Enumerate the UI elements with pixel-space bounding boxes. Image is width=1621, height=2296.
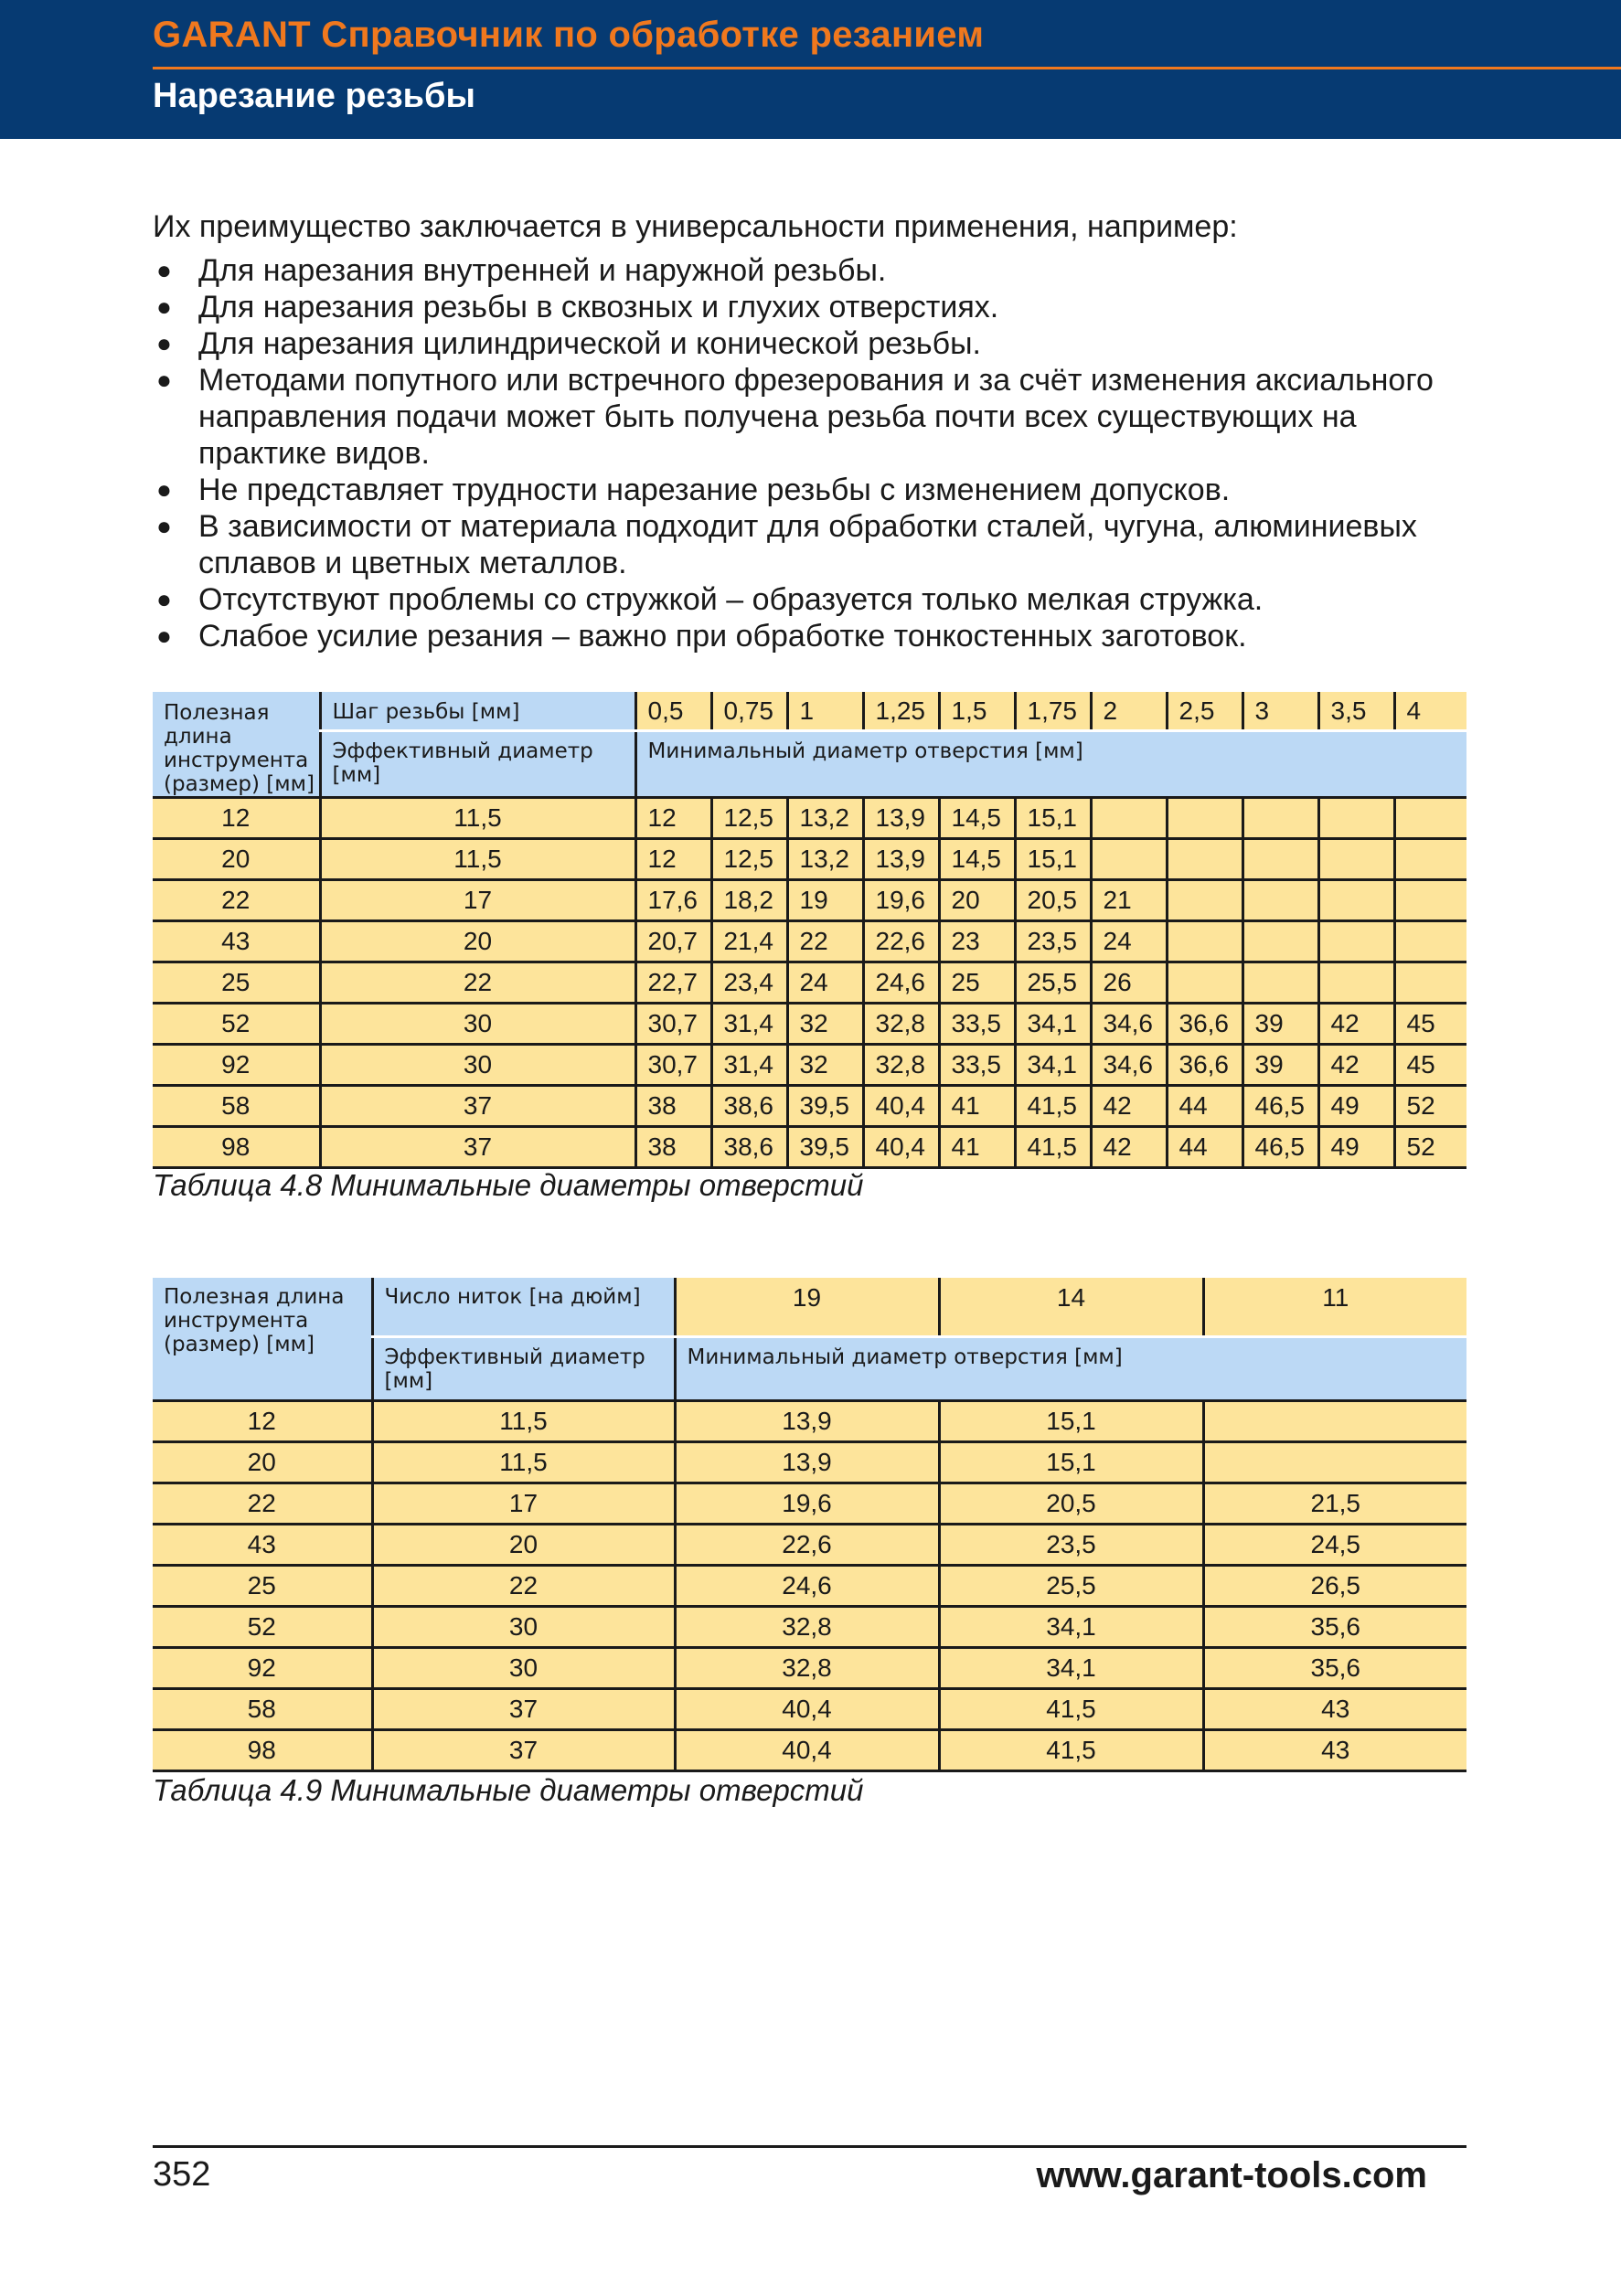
pitch-value: 3 (1242, 692, 1318, 731)
table-cell: 22 (320, 962, 635, 1004)
table-cell: 23 (939, 921, 1015, 962)
table-cell: 23,5 (939, 1524, 1203, 1565)
table-row (153, 1004, 1466, 1045)
pitch-value: 0,75 (711, 692, 787, 731)
table-cell: 13,9 (675, 1400, 939, 1441)
table-4-8 (153, 692, 1466, 1169)
intro-lead: Их преимущество заключается в универсальности применения, например: (153, 209, 1238, 244)
table-cell: 20,5 (1015, 880, 1091, 921)
t1-eff-header: Эффективный диаметр [мм] (320, 731, 635, 798)
table-cell: 20 (939, 880, 1015, 921)
advantage-item (153, 472, 1488, 508)
pitch-value: 1,25 (863, 692, 939, 731)
table-cell: 52 (1394, 1086, 1466, 1127)
table-cell (1318, 839, 1394, 880)
table-cell: 41,5 (1015, 1127, 1091, 1168)
table-cell (1167, 839, 1242, 880)
table-cell: 18,2 (711, 880, 787, 921)
table-cell: 37 (372, 1688, 675, 1729)
table-cell: 37 (320, 1086, 635, 1127)
table-cell: 25 (939, 962, 1015, 1004)
table-cell: 23,4 (711, 962, 787, 1004)
advantage-item (153, 508, 1488, 581)
table-cell: 39,5 (787, 1086, 863, 1127)
pitch-value: 3,5 (1318, 692, 1394, 731)
table-cell (1167, 798, 1242, 839)
t2-col-size-header: Полезная длина инструмента (размер) [мм] (153, 1278, 372, 1400)
pitch-value: 1,75 (1015, 692, 1091, 731)
table-cell: 19,6 (863, 880, 939, 921)
table-cell: 38 (635, 1127, 711, 1168)
table-row (153, 839, 1466, 880)
table-cell: 22 (153, 880, 320, 921)
table-cell: 34,1 (939, 1606, 1203, 1647)
table-cell: 49 (1318, 1086, 1394, 1127)
table-cell: 41,5 (1015, 1086, 1091, 1127)
table-cell: 11,5 (372, 1400, 675, 1441)
t2-threads-header: Число ниток [на дюйм] (372, 1278, 675, 1336)
table-cell: 31,4 (711, 1004, 787, 1045)
table-cell: 36,6 (1167, 1045, 1242, 1086)
table-cell: 30 (320, 1045, 635, 1086)
table-cell: 11,5 (320, 798, 635, 839)
table-cell: 41 (939, 1086, 1015, 1127)
pitch-value: 0,5 (635, 692, 711, 731)
table-cell: 13,9 (863, 839, 939, 880)
table-cell: 35,6 (1203, 1606, 1466, 1647)
advantage-item (153, 325, 1488, 362)
table-cell: 17 (320, 880, 635, 921)
table-cell: 33,5 (939, 1045, 1015, 1086)
table-cell: 13,2 (787, 798, 863, 839)
table-cell: 24 (787, 962, 863, 1004)
table-cell: 22,6 (675, 1524, 939, 1565)
table-cell: 30 (320, 1004, 635, 1045)
table-cell: 19,6 (675, 1483, 939, 1524)
table-row (153, 1729, 1466, 1770)
table-cell: 41,5 (939, 1688, 1203, 1729)
table-cell: 25,5 (939, 1565, 1203, 1606)
table-cell (1242, 921, 1318, 962)
advantage-text: Для нарезания внутренней и наружной резьбы. (198, 253, 887, 288)
table-cell: 43 (1203, 1729, 1466, 1770)
table-cell: 58 (153, 1688, 372, 1729)
table-cell: 24,6 (863, 962, 939, 1004)
table-cell: 58 (153, 1086, 320, 1127)
table-cell (1091, 798, 1167, 839)
table-row (153, 921, 1466, 962)
bullet-icon: ● (156, 329, 172, 357)
table-cell (1394, 962, 1466, 1004)
table-cell: 37 (320, 1127, 635, 1168)
table-cell: 22 (153, 1483, 372, 1524)
table-row (153, 962, 1466, 1004)
table-cell: 25 (153, 962, 320, 1004)
table-cell: 26,5 (1203, 1565, 1466, 1606)
table-cell: 42 (1318, 1004, 1394, 1045)
table-row (153, 1606, 1466, 1647)
table-cell: 42 (1318, 1045, 1394, 1086)
table-cell: 17 (372, 1483, 675, 1524)
table-cell: 30 (372, 1606, 675, 1647)
table-cell: 40,4 (675, 1688, 939, 1729)
table-cell (1318, 880, 1394, 921)
table-cell: 21 (1091, 880, 1167, 921)
table-cell (1242, 839, 1318, 880)
table-cell: 35,6 (1203, 1647, 1466, 1688)
table-cell: 20 (153, 839, 320, 880)
table-cell: 45 (1394, 1004, 1466, 1045)
table-cell: 15,1 (939, 1441, 1203, 1483)
table-cell: 11,5 (320, 839, 635, 880)
table-cell: 98 (153, 1729, 372, 1770)
table-cell: 15,1 (1015, 839, 1091, 880)
table-cell: 24 (1091, 921, 1167, 962)
advantage-text: Для нарезания резьбы в сквозных и глухих отверстиях. (198, 290, 999, 324)
footer-rule (153, 2145, 1466, 2148)
table-cell: 25 (153, 1565, 372, 1606)
table-cell (1242, 798, 1318, 839)
table-cell: 43 (153, 1524, 372, 1565)
table-row (153, 1400, 1466, 1441)
table-cell: 34,6 (1091, 1045, 1167, 1086)
table-cell: 20,7 (635, 921, 711, 962)
table-row (153, 1127, 1466, 1168)
advantage-text: Для нарезания цилиндрической и конической резьбы. (198, 326, 981, 361)
table-cell: 14,5 (939, 839, 1015, 880)
t2-min-header: Минимальный диаметр отверстия [мм] (675, 1336, 1466, 1400)
table-cell: 11,5 (372, 1441, 675, 1483)
table-cell: 38,6 (711, 1086, 787, 1127)
table-cell: 20 (372, 1524, 675, 1565)
table-row (153, 1086, 1466, 1127)
table-cell: 92 (153, 1647, 372, 1688)
table-cell: 20,5 (939, 1483, 1203, 1524)
section-title: Нарезание резьбы (153, 77, 475, 115)
threads-value: 11 (1203, 1278, 1466, 1336)
table-row (153, 1045, 1466, 1086)
table-cell: 39 (1242, 1004, 1318, 1045)
advantage-text: В зависимости от материала подходит для обработки сталей, чугуна, алюминиевых сплавов и цветных металлов. (198, 509, 1417, 580)
table-cell (1394, 880, 1466, 921)
t1-caption: Таблица 4.8 Минимальные диаметры отверстий (153, 1168, 864, 1202)
table-cell: 15,1 (939, 1400, 1203, 1441)
table-cell: 32 (787, 1045, 863, 1086)
table-cell: 43 (153, 921, 320, 962)
advantage-item (153, 289, 1488, 325)
table-cell: 24,5 (1203, 1524, 1466, 1565)
table-cell (1167, 921, 1242, 962)
table-cell: 13,2 (787, 839, 863, 880)
pitch-value: 2,5 (1167, 692, 1242, 731)
table-cell: 40,4 (863, 1086, 939, 1127)
table-cell: 12 (153, 1400, 372, 1441)
table-cell: 98 (153, 1127, 320, 1168)
table-cell (1203, 1400, 1466, 1441)
bullet-icon: ● (156, 256, 172, 284)
t1-pitch-header: Шаг резьбы [мм] (320, 692, 635, 731)
table-cell: 12,5 (711, 798, 787, 839)
table-cell: 22 (787, 921, 863, 962)
table-cell: 30 (372, 1647, 675, 1688)
table-cell: 31,4 (711, 1045, 787, 1086)
table-cell (1318, 921, 1394, 962)
table-cell: 30,7 (635, 1004, 711, 1045)
table-cell: 32,8 (675, 1606, 939, 1647)
table-cell: 25,5 (1015, 962, 1091, 1004)
advantage-text: Слабое усилие резания – важно при обработке тонкостенных заготовок. (198, 619, 1247, 654)
table-cell: 44 (1167, 1127, 1242, 1168)
table-cell: 23,5 (1015, 921, 1091, 962)
table-cell: 21,5 (1203, 1483, 1466, 1524)
table-cell: 24,6 (675, 1565, 939, 1606)
table-cell: 49 (1318, 1127, 1394, 1168)
table-cell (1318, 798, 1394, 839)
table-cell: 37 (372, 1729, 675, 1770)
table-cell: 13,9 (863, 798, 939, 839)
advantage-item (153, 362, 1488, 472)
table-cell: 43 (1203, 1688, 1466, 1729)
brand-title: GARANT Справочник по обработке резанием (153, 15, 985, 55)
table-cell: 39 (1242, 1045, 1318, 1086)
table-cell: 30,7 (635, 1045, 711, 1086)
table-4-9 (153, 1278, 1466, 1772)
table-cell: 22 (372, 1565, 675, 1606)
table-cell: 38,6 (711, 1127, 787, 1168)
table-cell: 20 (153, 1441, 372, 1483)
table-row (153, 1524, 1466, 1565)
table-cell: 38 (635, 1086, 711, 1127)
table-cell: 41,5 (939, 1729, 1203, 1770)
table-cell: 41 (939, 1127, 1015, 1168)
bullet-icon: ● (156, 366, 172, 394)
pitch-value: 1 (787, 692, 863, 731)
table-cell: 19 (787, 880, 863, 921)
table-cell: 42 (1091, 1086, 1167, 1127)
table-cell: 14,5 (939, 798, 1015, 839)
table-cell (1394, 839, 1466, 880)
table-row (153, 1688, 1466, 1729)
table-cell (1242, 880, 1318, 921)
table-cell: 46,5 (1242, 1086, 1318, 1127)
table-cell: 22,6 (863, 921, 939, 962)
advantage-text: Не представляет трудности нарезание резьбы с изменением допусков. (198, 473, 1231, 507)
table-cell: 12 (635, 839, 711, 880)
table-row (153, 798, 1466, 839)
table-cell: 39,5 (787, 1127, 863, 1168)
table-cell: 13,9 (675, 1441, 939, 1483)
table-cell: 32,8 (675, 1647, 939, 1688)
table-row (153, 1565, 1466, 1606)
intro-text (153, 208, 1488, 654)
table-cell: 36,6 (1167, 1004, 1242, 1045)
table-row (153, 880, 1466, 921)
table-cell (1167, 962, 1242, 1004)
table-cell: 34,6 (1091, 1004, 1167, 1045)
header-banner (0, 0, 1621, 139)
table-cell: 33,5 (939, 1004, 1015, 1045)
pitch-value: 4 (1394, 692, 1466, 731)
table-cell (1242, 962, 1318, 1004)
header-rule (153, 67, 1621, 69)
table-cell: 20 (320, 921, 635, 962)
table-row (153, 1483, 1466, 1524)
advantage-item (153, 581, 1488, 618)
t2-eff-header: Эффективный диаметр [мм] (372, 1336, 675, 1400)
table-cell: 26 (1091, 962, 1167, 1004)
bullet-icon: ● (156, 512, 172, 540)
website-link[interactable]: www.garant-tools.com (1036, 2155, 1427, 2195)
table-cell: 46,5 (1242, 1127, 1318, 1168)
advantage-text: Отсутствуют проблемы со стружкой – образуется только мелкая стружка. (198, 582, 1264, 617)
table-cell: 15,1 (1015, 798, 1091, 839)
table-cell (1318, 962, 1394, 1004)
bullet-icon: ● (156, 292, 172, 321)
table-cell: 52 (153, 1004, 320, 1045)
pitch-value: 1,5 (939, 692, 1015, 731)
table-cell: 52 (153, 1606, 372, 1647)
table-cell: 34,1 (939, 1647, 1203, 1688)
table-cell: 17,6 (635, 880, 711, 921)
t1-min-header: Минимальный диаметр отверстия [мм] (635, 731, 1466, 798)
table-cell: 34,1 (1015, 1004, 1091, 1045)
bullet-icon: ● (156, 585, 172, 613)
table-cell: 40,4 (675, 1729, 939, 1770)
table-cell: 12,5 (711, 839, 787, 880)
table-cell: 52 (1394, 1127, 1466, 1168)
advantage-item (153, 618, 1488, 654)
threads-value: 19 (675, 1278, 939, 1336)
table-row (153, 1647, 1466, 1688)
table-cell: 34,1 (1015, 1045, 1091, 1086)
advantages-list (153, 252, 1488, 654)
table-cell (1091, 839, 1167, 880)
table-cell: 44 (1167, 1086, 1242, 1127)
table-cell: 42 (1091, 1127, 1167, 1168)
table-cell: 92 (153, 1045, 320, 1086)
bullet-icon: ● (156, 622, 172, 650)
table-cell: 32,8 (863, 1045, 939, 1086)
table-cell: 12 (153, 798, 320, 839)
table-cell: 22,7 (635, 962, 711, 1004)
bullet-icon: ● (156, 475, 172, 504)
advantage-item (153, 252, 1488, 289)
threads-value: 14 (939, 1278, 1203, 1336)
table-cell: 32,8 (863, 1004, 939, 1045)
t2-caption: Таблица 4.9 Минимальные диаметры отверстий (153, 1773, 864, 1807)
table-cell (1394, 798, 1466, 839)
page-number: 352 (153, 2155, 211, 2194)
table-cell (1203, 1441, 1466, 1483)
table-cell: 21,4 (711, 921, 787, 962)
pitch-value: 2 (1091, 692, 1167, 731)
table-row (153, 1441, 1466, 1483)
table-cell: 45 (1394, 1045, 1466, 1086)
advantage-text: Методами попутного или встречного фрезерования и за счёт изменения аксиального направления подачи может быть получена резьба почти всех существующих на практике видов. (198, 363, 1434, 471)
table-cell (1167, 880, 1242, 921)
table-cell (1394, 921, 1466, 962)
table-cell: 12 (635, 798, 711, 839)
table-cell: 40,4 (863, 1127, 939, 1168)
t1-col-size-header: Полезная длина инструмента (размер) [мм] (153, 692, 320, 798)
table-cell: 32 (787, 1004, 863, 1045)
